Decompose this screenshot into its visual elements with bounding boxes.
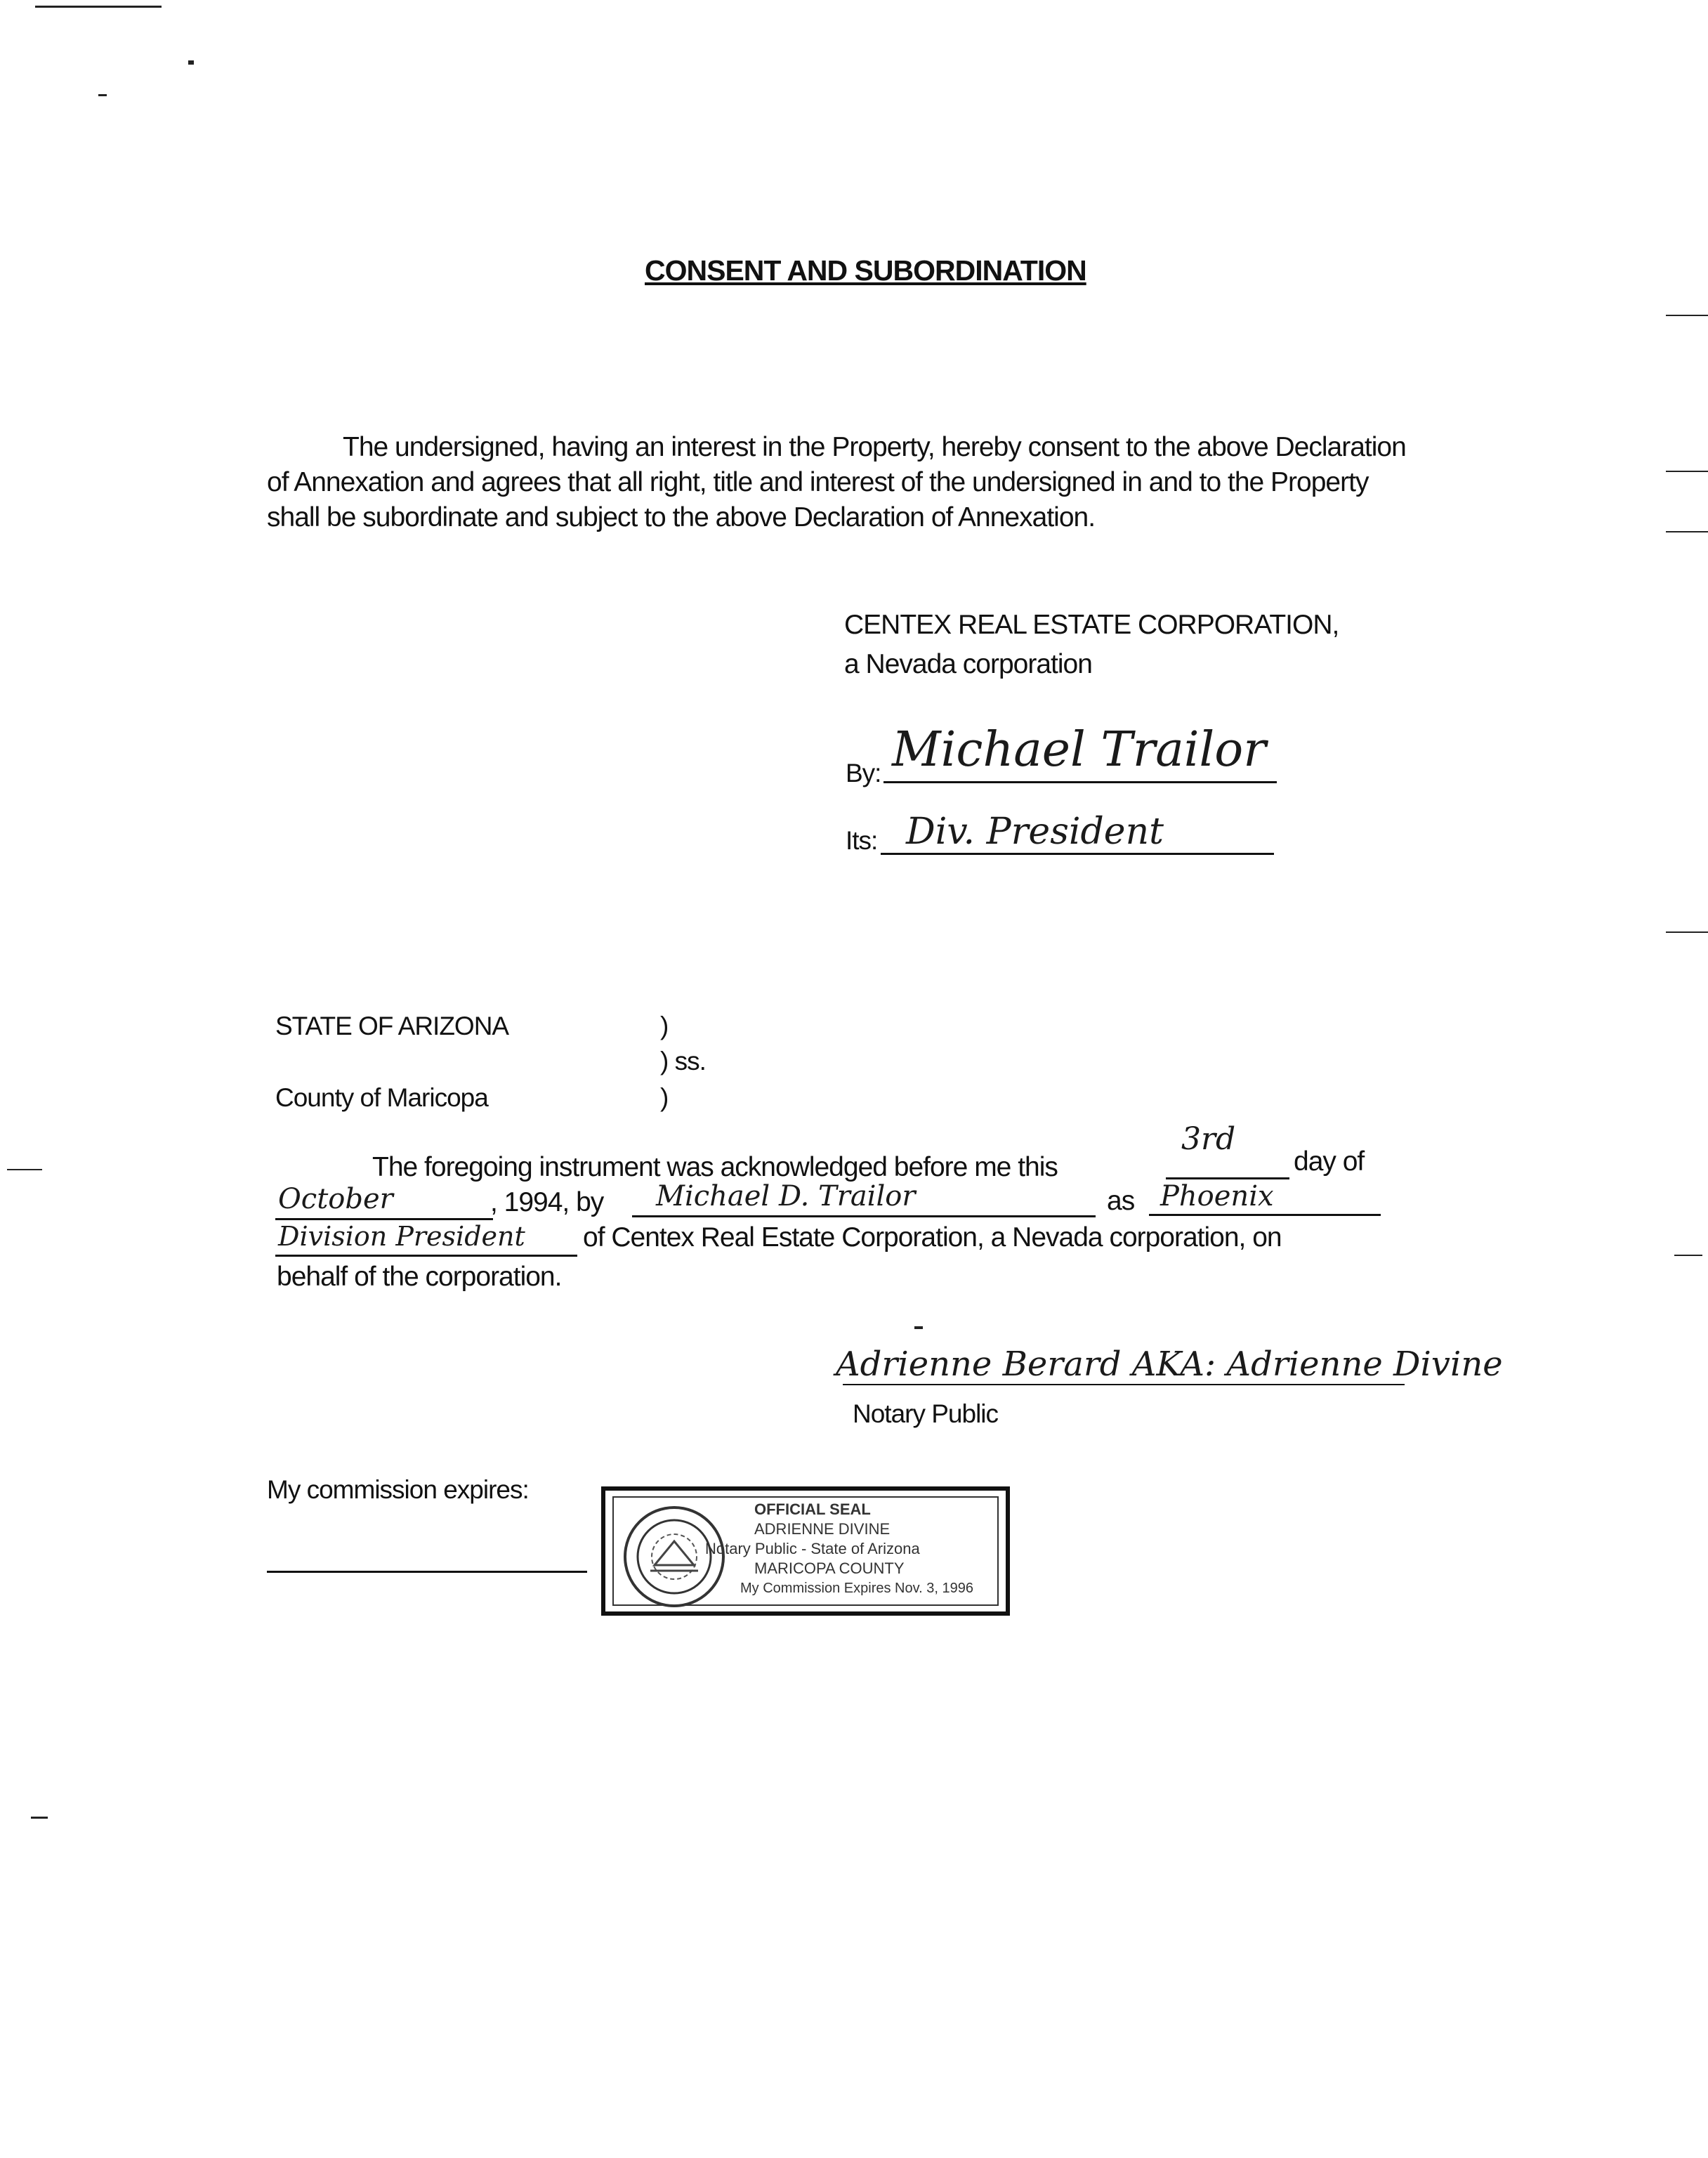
commission-label: My commission expires: xyxy=(267,1475,529,1504)
scan-mark xyxy=(31,1817,48,1819)
officer-title-handwritten: Div. President xyxy=(906,811,1164,853)
venue-county: County of Maricopa xyxy=(275,1083,488,1112)
notary-signature-line xyxy=(843,1384,1405,1385)
by-label: By: xyxy=(846,759,881,787)
seal-line-4: MARICOPA COUNTY xyxy=(754,1559,905,1577)
ack-title-value-2: Division President xyxy=(278,1221,525,1252)
ack-title-line-1 xyxy=(1149,1214,1381,1216)
ack-line1-prefix: The foregoing instrument was acknowledged before me this xyxy=(372,1152,1058,1182)
by-signature-line xyxy=(883,781,1277,783)
scan-mark xyxy=(1666,531,1708,532)
ack-year-text: , 1994, by xyxy=(490,1187,604,1217)
notary-label: Notary Public xyxy=(853,1399,999,1428)
scan-mark xyxy=(1666,471,1708,472)
notary-seal xyxy=(601,1486,1010,1616)
scan-mark xyxy=(35,6,162,8)
scan-mark xyxy=(1666,931,1708,933)
scan-mark xyxy=(188,60,194,65)
ack-name-value: Michael D. Trailor xyxy=(656,1180,916,1212)
ack-name-line xyxy=(632,1215,1096,1217)
seal-line-2: ADRIENNE DIVINE xyxy=(754,1520,891,1538)
seal-line-5: My Commission Expires Nov. 3, 1996 xyxy=(740,1581,973,1596)
company-type: a Nevada corporation xyxy=(844,649,1092,679)
consent-paragraph: The undersigned, having an interest in the Property, hereby consent to the above Declaration of Annexation and agrees that all right, title and interest of the undersigned in and to the Property shall be subordinate and subject to the above Declaration of Annexation. xyxy=(267,432,1406,532)
ack-line4-text: behalf of the corporation. xyxy=(277,1262,562,1292)
notary-signature: Adrienne Berard AKA: Adrienne Divine xyxy=(836,1345,1503,1384)
company-name: CENTEX REAL ESTATE CORPORATION, xyxy=(844,610,1339,640)
ack-day-value: 3rd xyxy=(1181,1121,1236,1157)
document-title: CONSENT AND SUBORDINATION xyxy=(645,254,1086,287)
scan-mark xyxy=(98,94,107,96)
ack-month-line xyxy=(275,1218,493,1220)
seal-line-3: Notary Public - State of Arizona xyxy=(705,1540,920,1557)
ack-month-value: October xyxy=(278,1183,393,1215)
ack-line3-text: of Centex Real Estate Corporation, a Nevada corporation, on xyxy=(583,1222,1282,1253)
venue-paren-close: ) xyxy=(660,1083,669,1112)
seal-line-1: OFFICIAL SEAL xyxy=(754,1500,871,1518)
commission-date-line xyxy=(267,1571,587,1573)
scan-mark xyxy=(1666,315,1708,316)
officer-signature: Michael Trailor xyxy=(892,722,1266,778)
ack-title-value-1: Phoenix xyxy=(1160,1180,1274,1212)
scan-mark xyxy=(914,1326,923,1329)
ack-as-text: as xyxy=(1107,1186,1135,1216)
venue-state: STATE OF ARIZONA xyxy=(275,1012,509,1040)
ack-line1-suffix: day of xyxy=(1294,1146,1365,1177)
scan-mark xyxy=(1674,1255,1702,1256)
scan-mark xyxy=(7,1169,42,1170)
ack-day-line xyxy=(1166,1177,1289,1179)
ack-title-line-2 xyxy=(275,1255,577,1257)
venue-paren-open: ) xyxy=(660,1012,669,1040)
its-label: Its: xyxy=(846,826,878,855)
venue-ss: ) ss. xyxy=(660,1047,706,1075)
its-title-line xyxy=(881,853,1274,855)
